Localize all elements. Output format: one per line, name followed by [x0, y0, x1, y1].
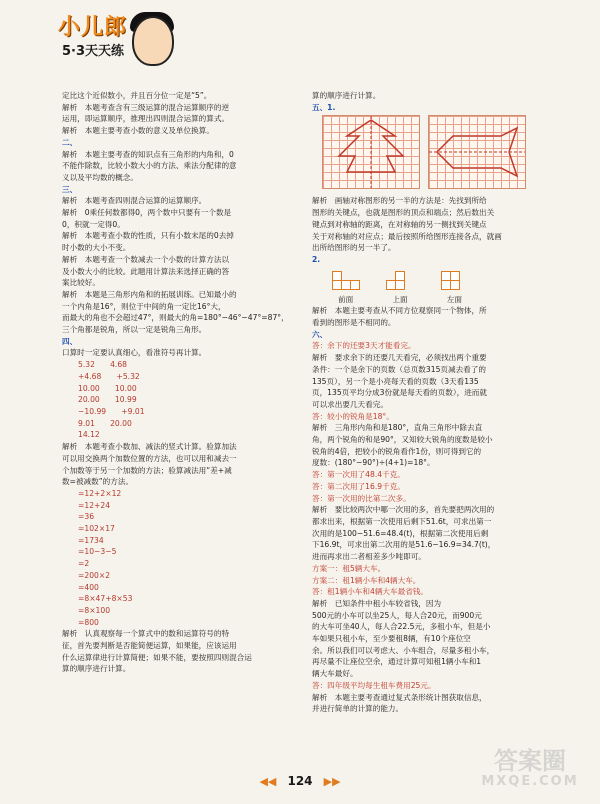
calculation-line: 5.32 4.68	[78, 360, 128, 370]
symmetry-figures	[322, 115, 534, 191]
text-line: 再尽量不让座位空余，通过计算可知租1辆小车和1	[312, 657, 482, 667]
text-line: 时小数的大小不变。	[62, 243, 131, 253]
answer-line: 方案二：租1辆小车和4辆大车。	[312, 575, 421, 585]
text-line: 关于对称轴的对应点；最后按照所给图形连接各点，就画	[312, 231, 502, 241]
prev-page-icon: ◀◀	[259, 775, 277, 788]
text-line: 500元的小车可以坐25人，每人合20元，而900元	[312, 610, 482, 620]
text-line: 解析 认真观察每一个算式中的数和运算符号的特	[62, 629, 230, 639]
symmetry-grid-1	[322, 115, 420, 189]
text-line: 口算时一定要认真细心，看准符号再计算。	[62, 348, 207, 358]
text-line: 解析 0乘任何数都得0，两个数中只要有一个数是	[62, 208, 232, 218]
text-line: 算的顺序进行计算。	[312, 91, 381, 100]
text-line: 余。所以我们可以考虑大、小车组合，尽量多租小车，	[312, 645, 495, 655]
calculation-line: =8×47+8×53	[78, 594, 133, 604]
watermark-line1: 答案圈	[494, 747, 566, 775]
symmetry-grid-2	[428, 115, 526, 189]
mascot-face	[132, 16, 174, 66]
text-line: 什么运算律进行计算简便；如果不能，要按照四则混合运	[62, 652, 252, 662]
section-number: 四、	[62, 336, 78, 346]
text-line: 解析 三角形内角和是180°，直角三角形中除去直	[312, 423, 483, 433]
brand-logo	[58, 10, 168, 72]
right-column	[312, 90, 534, 715]
text-line: 解析 本题主要考查从不同方位观察同一个物体，所	[312, 306, 487, 316]
text-line: 的大车可坐40人，每人合22.5元，多租小车，但是小	[312, 622, 491, 632]
answer-line: 答：租1辆小车和4辆大车最省钱。	[312, 587, 428, 597]
text-line: 看到的图形是不相同的。	[312, 318, 396, 328]
text-line: 定比这个近似数小，并且百分位一定是“5”。	[62, 91, 212, 100]
calculation-line: 20.00 10.99	[78, 395, 137, 405]
calculation-line: =800	[78, 617, 99, 627]
text-line: 车如果只租小车，至少要租8辆，有10个座位空	[312, 634, 471, 644]
text-line: 解析 本题主要考查小数的意义及单位换算。	[62, 126, 214, 136]
text-line: 进而再求出二者相差多少吨即可。	[312, 552, 426, 562]
three-views	[332, 268, 534, 294]
answer-line: 答：第二次用了16.9千克。	[312, 481, 405, 491]
calculation-line: =36	[78, 512, 95, 522]
text-line: 下16.9t，可求出第二次用的是51.6−16.9=34.7(t)，	[312, 540, 496, 550]
watermark-line2: MXQE.COM	[481, 774, 579, 789]
calculation-line: =200×2	[78, 570, 111, 580]
section-number: 2.	[312, 254, 321, 264]
text-line: 个加数等于另一个加数的方法；验算减法用“差+减	[62, 465, 232, 475]
answer-line: 答：较小的锐角是18°。	[312, 411, 394, 421]
calculation-line: =12+24	[78, 500, 111, 510]
calculation-line: =1734	[78, 535, 104, 545]
text-line: 解析 本题考查小数加、减法的竖式计算。验算加法	[62, 442, 237, 452]
text-line: 次用的是100−51.6=48.4(t)，根据第二次使用后剩	[312, 528, 489, 538]
calculation-line: 10.00 10.00	[78, 383, 137, 393]
view-label-front: 前面	[338, 294, 354, 304]
text-line: 135页），另一个是小亮每天看的页数（3天看135	[312, 376, 479, 386]
text-line: 并进行简单的计算的能力。	[312, 704, 404, 714]
text-line: 解析 本题考查小数的性质，只有小数末尾的0去掉	[62, 231, 234, 241]
calculation-line: =2	[78, 559, 90, 569]
text-line: 案比较好。	[62, 278, 100, 288]
text-line: 一个内角是16°，则位于中间的角一定比16°大，	[62, 301, 226, 311]
calculation-line: =8×100	[78, 605, 111, 615]
front-view-shape	[332, 268, 370, 290]
calculation-line: =400	[78, 582, 99, 592]
section-number: 五、1.	[312, 102, 336, 112]
text-line: 算的顺序进行计算。	[62, 664, 131, 674]
next-page-icon: ▶▶	[323, 775, 341, 788]
text-line: 0，积就一定得0。	[62, 219, 125, 229]
text-line: 解析 要比较两次中哪一次用的多，首先要把两次用的	[312, 505, 495, 515]
left-view-shape	[441, 268, 479, 290]
view-label-top: 上面	[392, 294, 408, 304]
view-label-left: 左面	[446, 294, 463, 304]
text-line: 可以求出要几天看完。	[312, 399, 388, 409]
text-line: 解析 已知条件中租小车较省钱，因为	[312, 598, 442, 608]
text-line: 及小数大小的比较。此题用计算法来选择正确的答	[62, 266, 230, 276]
watermark-logo	[474, 748, 586, 796]
text-line: 出所给图形的另一半了。	[312, 243, 396, 253]
calculation-line: =10−3−5	[78, 547, 117, 557]
text-line: 度数：(180°−90°)÷(4+1)=18°。	[312, 458, 435, 468]
text-line: 辆大车最好。	[312, 669, 358, 679]
calculation-line: +4.68 +5.32	[78, 371, 140, 381]
text-line: 键点到对称轴的距离，在对称轴的另一侧找到关键点	[312, 219, 487, 229]
section-number: 六、	[312, 329, 328, 339]
text-line: 锐角的4倍，把较小的锐角看作1份，则可得到它的	[312, 446, 482, 456]
text-line: 而最大的角也不会超过47°，则最大的角=180°−46°−47°=87°，	[62, 313, 289, 323]
brand-name: 小儿郎	[58, 15, 128, 40]
text-line: 解析 画轴对称图形的另一半的方法是：先找到所给	[312, 196, 487, 206]
text-line: 解析 本题考查四则混合运算的运算顺序。	[62, 196, 207, 206]
text-line: 解析 本题是三角形内角和的拓展训练。已知最小的	[62, 289, 237, 299]
answer-line: 答：第一次用的比第二次多。	[312, 493, 411, 503]
answer-line: 答：第一次用了48.4千克。	[312, 470, 405, 480]
text-line: 解析 本题考查含有三级运算的混合运算顺序的逆	[62, 102, 230, 112]
section-number: 三、	[62, 184, 78, 194]
text-line: 运用，即运算顺序，推理出四则混合运算的算式。	[62, 114, 230, 124]
text-line: 解析 本题主要考查通过复式条形统计图获取信息，	[312, 692, 487, 702]
text-line: 三个角都是锐角，所以一定是锐角三角形。	[62, 325, 207, 335]
page-number: 124	[287, 774, 313, 788]
text-line: 征，首先要判断是否能简便运算，如果能，应该运用	[62, 641, 237, 651]
answer-line: 答：余下的还要3天才能看完。	[312, 341, 416, 351]
calculation-line: 14.12	[78, 430, 100, 440]
text-line: 解析 本题考查一个数减去一个小数的计算方法以	[62, 254, 230, 264]
calculation-line: =12+2×12	[78, 488, 122, 498]
text-line: 页，135页平均分成3份就是每天看的页数），进而就	[312, 388, 487, 398]
answer-line: 方案一：租5辆大车。	[312, 563, 386, 573]
text-line: 可以用交换两个加数位置的方法，也可以用和减去一	[62, 453, 237, 463]
text-line: 数=被减数”的方法。	[62, 477, 134, 487]
text-line: 角，两个锐角的和是90°，又知较大锐角的度数是较小	[312, 435, 493, 445]
text-line: 义以及平均数的概念。	[62, 172, 138, 182]
text-line: 解析 要求余下的还要几天看完，必须找出两个重要	[312, 353, 487, 363]
section-number: 二、	[62, 137, 78, 147]
text-line: 解析 本题主要考查的知识点有三角形的内角和，0	[62, 149, 234, 159]
text-line: 图形的关键点，也就是图形的顶点和端点；然后数出关	[312, 208, 495, 218]
text-line: 都求出来，根据第一次使用后剩下51.6t，可求出第一	[312, 516, 492, 526]
calculation-line: −10.99 +9.01	[78, 406, 145, 416]
series-name: 5·3天天练	[62, 44, 125, 59]
text-line: 条件：一个是余下的页数（总页数315页减去看了的	[312, 364, 486, 374]
top-view-shape	[386, 268, 424, 290]
calculation-line: =102×17	[78, 524, 115, 534]
answer-line: 答：四年级平均每生租车费用25元。	[312, 680, 436, 690]
left-column	[62, 90, 300, 675]
calculation-line: 9.01 20.00	[78, 418, 132, 428]
view-labels	[338, 294, 534, 306]
text-line: 不能作除数，比较小数大小的方法、乘法分配律的意	[62, 161, 237, 171]
